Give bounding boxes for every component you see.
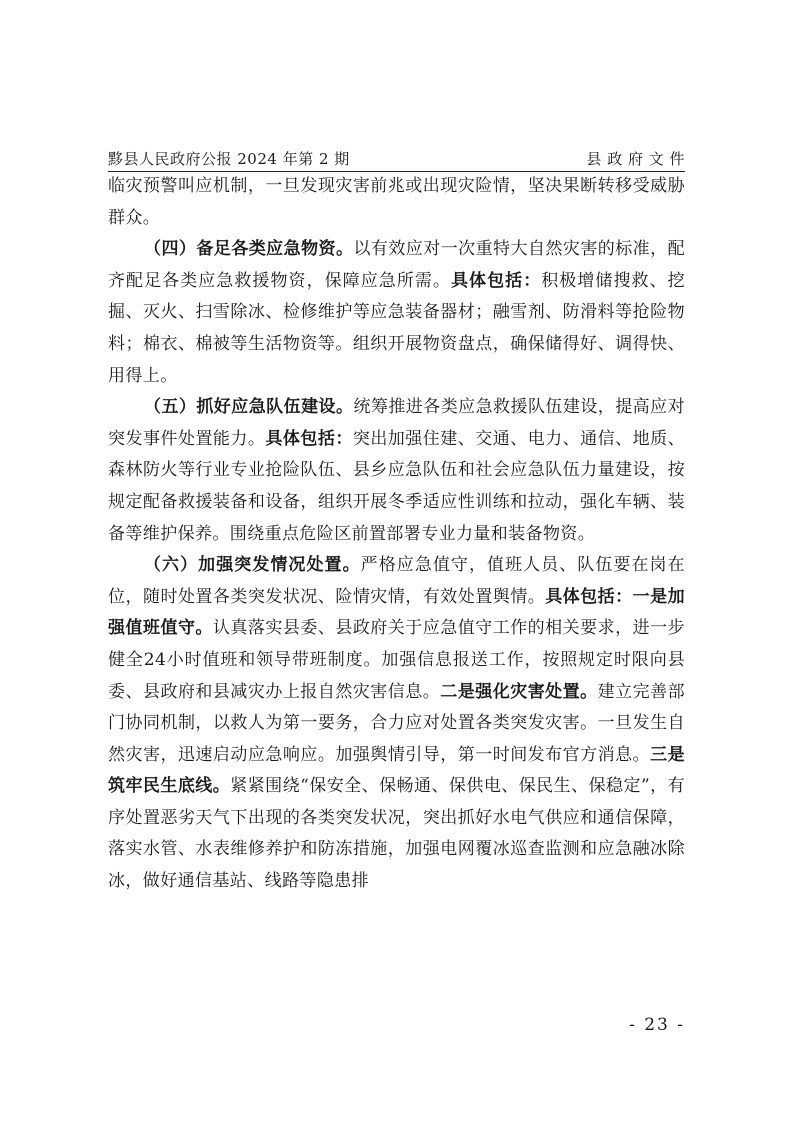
paragraph-text: 严格应急值守，值班人员、队伍要在岗在位，随时处置各类突发状况、险情灾情，有效处置舆情。 xyxy=(108,555,685,607)
header-section-title: 县 政 府 文 件 xyxy=(586,150,685,168)
paragraph-text: 统筹推进各类应急救援队伍建设，提高应对突发事件处置能力。 xyxy=(108,397,685,449)
subsection-heading: 三是筑牢民生底线。 xyxy=(108,744,685,797)
paragraph-text: 以有效应对一次重特大自然灾害的标准，配齐配足各类应急救援物资，保障应急所需。 xyxy=(108,239,685,291)
paragraph-text: 认真落实县委、县政府关于应急值守工作的相关要求，进一步健全24小时值班和领导带班制度。加强信息报送工作，按照规定时限向县委、县政府和县减灾办上报自然灾害信息。 xyxy=(108,618,685,702)
document-body xyxy=(108,171,685,898)
section-heading: （五）抓好应急队伍建设。 xyxy=(144,397,354,418)
paragraph-text: 积极增储搜救、挖掘、灭火、扫雪除冰、检修维护等应急装备器材；融雪剂、防滑料等抢险物料；棉衣、棉被等生活物资等。组织开展物资盘点，确保储得好、调得快、用得上。 xyxy=(108,270,686,386)
section-heading: （四）备足各类应急物资。 xyxy=(144,239,354,260)
paragraph-text: 突出加强住建、交通、电力、通信、地质、森林防火等行业专业抢险队伍、县乡应急队伍和社会应急队伍力量建设，按规定配备救援装备和设备，组织开展冬季适应性训练和拉动，强化车辆、装备等维护保养。围绕重点危险区前置部署专业力量和装备物资。 xyxy=(108,428,685,544)
subsection-heading: 二是强化灾害处置。 xyxy=(440,681,598,702)
header-publication-title: 黟县人民政府公报 2024 年第 2 期 xyxy=(108,150,350,168)
paragraph-text: 紧紧围绕“保安全、保畅通、保供电、保民生、保稳定”，有序处置恶劣天气下出现的各类突发状况，突出抓好水电气供应和通信保障，落实水管、水表维修养护和防冻措施，加强电网覆冰巡查监测和应急融冰除冰，做好通信基站、线路等隐患排 xyxy=(108,776,685,892)
details-label: 具体包括： xyxy=(545,586,633,607)
details-label: 具体包括： xyxy=(265,428,353,449)
paragraph-section-4 xyxy=(108,234,685,392)
paragraph-continued xyxy=(108,171,685,234)
paragraph-text: 建立完善部门协同机制，以救人为第一要务，合力应对处置各类突发灾害。一旦发生自然灾害，迅速启动应急响应。加强舆情引导，第一时间发布官方消息。 xyxy=(108,681,686,765)
subsection-heading: 一是加强值班值守。 xyxy=(108,586,685,639)
page-header xyxy=(108,143,685,169)
details-label: 具体包括： xyxy=(450,270,542,291)
paragraph-section-5 xyxy=(108,392,685,550)
page-number: - 23 - xyxy=(629,1015,685,1035)
section-heading: （六）加强突发情况处置。 xyxy=(144,555,361,576)
paragraph-text: 临灾预警叫应机制，一旦发现灾害前兆或出现灾险情，坚决果断转移受威胁群众。 xyxy=(108,176,685,228)
paragraph-section-6 xyxy=(108,550,685,898)
